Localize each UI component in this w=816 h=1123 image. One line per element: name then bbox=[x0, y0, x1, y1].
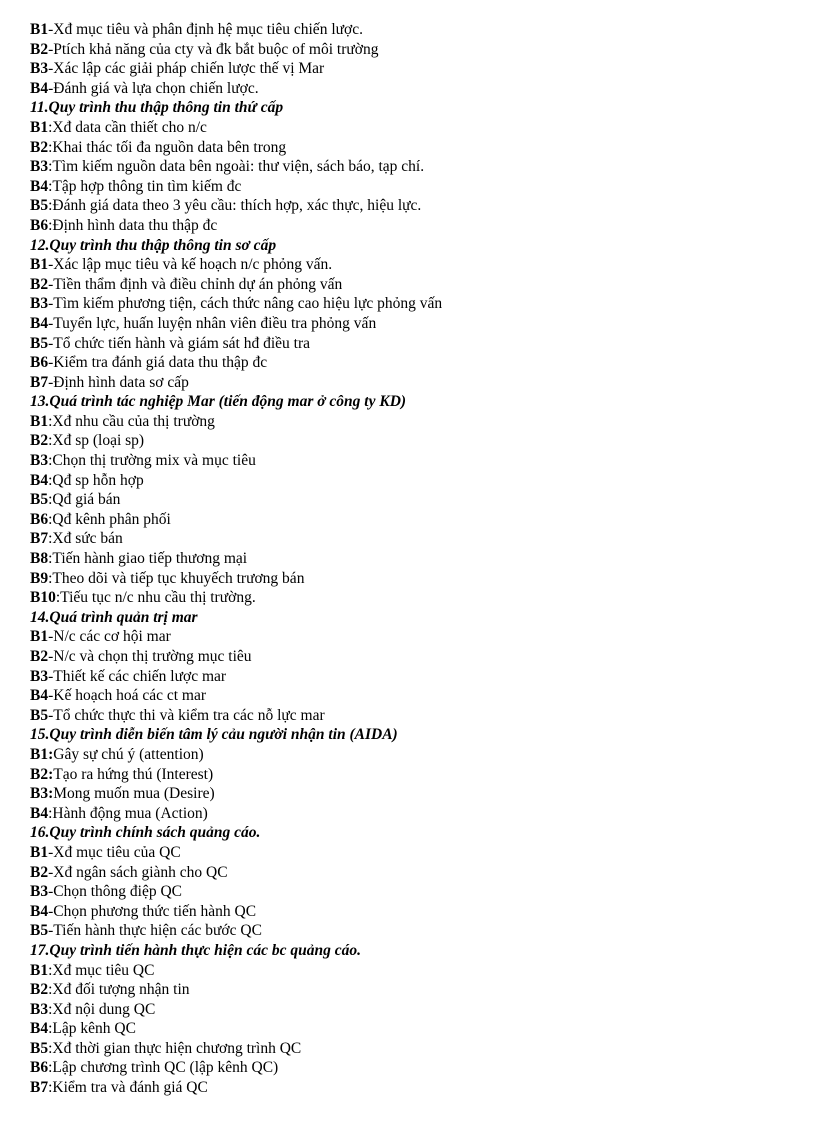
step-line bbox=[30, 686, 800, 706]
step-text: -N/c và chọn thị trường mục tiêu bbox=[48, 648, 252, 665]
step-label: B2 bbox=[30, 275, 49, 293]
step-text: -Tổ chức thực thi và kiểm tra các nỗ lực mar bbox=[48, 706, 325, 724]
step-text: :Định hình data thu thập đc bbox=[48, 216, 218, 234]
step-text: :Tập hợp thông tin tìm kiếm đc bbox=[48, 177, 242, 195]
step-line bbox=[30, 196, 800, 216]
step-label: B2 bbox=[30, 981, 49, 999]
step-text: -Đánh giá và lựa chọn chiến lược. bbox=[48, 79, 259, 97]
step-line bbox=[30, 745, 800, 765]
step-line bbox=[30, 1039, 800, 1059]
step-label: B2 bbox=[30, 138, 49, 156]
step-line bbox=[30, 765, 800, 785]
step-line bbox=[30, 451, 800, 471]
step-text: :Tiến hành giao tiếp thương mại bbox=[48, 550, 248, 568]
step-line bbox=[30, 216, 800, 236]
step-line bbox=[30, 627, 800, 647]
step-text: :Xđ sp (loại sp) bbox=[48, 432, 145, 450]
step-text: -Chọn phương thức tiến hành QC bbox=[48, 902, 257, 920]
section-heading: 14.Quá trình quản trị mar bbox=[30, 608, 198, 626]
step-line bbox=[30, 647, 800, 667]
step-text: -Xác lập các giải pháp chiến lược thế vị Mar bbox=[48, 60, 325, 78]
step-line bbox=[30, 118, 800, 138]
step-label: B4 bbox=[30, 902, 49, 920]
step-label: B8 bbox=[30, 550, 49, 568]
step-label: B5 bbox=[30, 334, 49, 352]
step-line bbox=[30, 20, 800, 40]
step-line bbox=[30, 902, 800, 922]
step-label: B3 bbox=[30, 295, 49, 313]
step-label: B6 bbox=[30, 216, 49, 234]
step-label: B7 bbox=[30, 1079, 49, 1097]
step-text: Gây sự chú ý (attention) bbox=[53, 745, 204, 763]
step-text: :Xđ đối tượng nhận tin bbox=[48, 981, 190, 999]
section-heading: 11.Quy trình thu thập thông tin thứ cấp bbox=[30, 99, 284, 117]
step-label: B6 bbox=[30, 510, 49, 528]
step-label: B5 bbox=[30, 1039, 49, 1057]
step-line bbox=[30, 843, 800, 863]
step-label: B2 bbox=[30, 40, 49, 58]
step-label: B6 bbox=[30, 1059, 49, 1077]
step-text: Tạo ra hứng thú (Interest) bbox=[53, 765, 214, 783]
step-text: -Xác lập mục tiêu và kế hoạch n/c phỏng vấn. bbox=[48, 256, 333, 274]
step-label: B4 bbox=[30, 79, 49, 97]
step-text: -Kiểm tra đánh giá data thu thập đc bbox=[48, 354, 268, 372]
step-label: B10 bbox=[30, 589, 56, 607]
step-text: :Chọn thị trường mix và mục tiêu bbox=[48, 452, 256, 470]
step-text: :Kiểm tra và đánh giá QC bbox=[48, 1079, 208, 1097]
step-line bbox=[30, 314, 800, 334]
step-text: -Định hình data sơ cấp bbox=[48, 373, 189, 391]
step-label: B1 bbox=[30, 412, 49, 430]
step-label: B1 bbox=[30, 21, 49, 38]
step-line bbox=[30, 863, 800, 883]
document-page bbox=[30, 20, 800, 1098]
step-label: B7 bbox=[30, 530, 49, 548]
step-label: B5 bbox=[30, 706, 49, 724]
step-text: :Lập kênh QC bbox=[48, 1020, 136, 1038]
step-line bbox=[30, 1019, 800, 1039]
step-line bbox=[30, 40, 800, 60]
step-line bbox=[30, 569, 800, 589]
step-line bbox=[30, 1058, 800, 1078]
step-text: :Xđ data cần thiết cho n/c bbox=[48, 118, 207, 136]
step-text: :Qđ kênh phân phối bbox=[48, 510, 171, 528]
step-line bbox=[30, 921, 800, 941]
step-text: :Xđ thời gian thực hiện chương trình QC bbox=[48, 1039, 302, 1057]
step-text: -Xđ mục tiêu của QC bbox=[48, 843, 181, 861]
step-text: -Tuyển lực, huấn luyện nhân viên điều tra phỏng vấn bbox=[48, 314, 377, 332]
step-line bbox=[30, 138, 800, 158]
step-line bbox=[30, 334, 800, 354]
step-text: :Theo dõi và tiếp tục khuyếch trương bán bbox=[48, 569, 305, 587]
section-heading: 15.Quy trình diễn biến tâm lý cảu người nhận tin (AIDA) bbox=[30, 726, 398, 744]
step-line bbox=[30, 79, 800, 99]
step-line bbox=[30, 412, 800, 432]
step-line bbox=[30, 490, 800, 510]
step-label: B2 bbox=[30, 863, 49, 881]
step-text: -Xđ mục tiêu và phân định hệ mục tiêu chiến lược. bbox=[48, 21, 363, 38]
step-line bbox=[30, 1078, 800, 1098]
step-label: B4 bbox=[30, 1020, 49, 1038]
step-label: B1 bbox=[30, 961, 49, 979]
step-label: B4 bbox=[30, 804, 49, 822]
step-text: :Đánh giá data theo 3 yêu cầu: thích hợp, xác thực, hiệu lực. bbox=[48, 197, 422, 215]
step-label: B1: bbox=[30, 745, 54, 763]
step-label: B3 bbox=[30, 60, 49, 78]
step-text: Mong muốn mua (Desire) bbox=[53, 785, 215, 803]
step-label: B1 bbox=[30, 843, 49, 861]
step-line bbox=[30, 588, 800, 608]
step-label: B5 bbox=[30, 197, 49, 215]
step-label: B5 bbox=[30, 922, 49, 940]
step-line bbox=[30, 706, 800, 726]
step-text: :Qđ giá bán bbox=[48, 491, 121, 509]
step-text: -Ptích khả năng của cty và đk bắt buộc of môi trường bbox=[48, 40, 379, 58]
step-label: B2 bbox=[30, 432, 49, 450]
step-label: B3 bbox=[30, 667, 49, 685]
step-text: -Tổ chức tiến hành và giám sát hđ điều tra bbox=[48, 334, 311, 352]
step-label: B2 bbox=[30, 648, 49, 665]
step-label: B4 bbox=[30, 687, 49, 705]
step-label: B3 bbox=[30, 158, 49, 176]
step-text: :Qđ sp hỗn hợp bbox=[48, 471, 144, 489]
step-line bbox=[30, 549, 800, 569]
step-text: -Tiền thẩm định và điều chỉnh dự án phỏng vấn bbox=[48, 275, 343, 293]
step-line bbox=[30, 529, 800, 549]
step-label: B6 bbox=[30, 354, 49, 372]
step-line bbox=[30, 373, 800, 393]
step-text: :Xđ sức bán bbox=[48, 530, 123, 548]
step-label: B3: bbox=[30, 785, 54, 803]
step-line bbox=[30, 667, 800, 687]
step-label: B3 bbox=[30, 883, 49, 901]
step-text: :Hành động mua (Action) bbox=[48, 804, 208, 822]
step-text: -Thiết kế các chiến lược mar bbox=[48, 667, 227, 685]
step-line bbox=[30, 275, 800, 295]
step-label: B3 bbox=[30, 1000, 49, 1018]
step-label: B1 bbox=[30, 256, 49, 274]
step-text: -Kế hoạch hoá các ct mar bbox=[48, 687, 207, 705]
section-heading: 16.Quy trình chính sách quảng cáo. bbox=[30, 824, 261, 842]
step-line bbox=[30, 471, 800, 491]
step-text: -Chọn thông điệp QC bbox=[48, 883, 182, 901]
step-line bbox=[30, 294, 800, 314]
section-heading: 12.Quy trình thu thập thông tin sơ cấp bbox=[30, 236, 277, 254]
step-label: B1 bbox=[30, 118, 49, 136]
step-line bbox=[30, 980, 800, 1000]
step-label: B3 bbox=[30, 452, 49, 470]
step-label: B4 bbox=[30, 177, 49, 195]
step-line bbox=[30, 882, 800, 902]
step-text: :Khai thác tối đa nguồn data bên trong bbox=[48, 138, 287, 156]
step-text: -Tìm kiếm phương tiện, cách thức nâng cao hiệu lực phỏng vấn bbox=[48, 295, 443, 313]
step-line bbox=[30, 353, 800, 373]
step-label: B4 bbox=[30, 314, 49, 332]
step-line bbox=[30, 177, 800, 197]
step-label: B7 bbox=[30, 373, 49, 391]
step-line bbox=[30, 59, 800, 79]
section-heading: 17.Quy trình tiến hành thực hiện các bc quảng cáo. bbox=[30, 941, 361, 959]
step-label: B4 bbox=[30, 471, 49, 489]
section-heading: 13.Quá trình tác nghiệp Mar (tiến động mar ở công ty KD) bbox=[30, 393, 407, 411]
step-line bbox=[30, 255, 800, 275]
step-line bbox=[30, 431, 800, 451]
step-text: :Xđ nhu cầu của thị trường bbox=[48, 412, 215, 430]
step-label: B2: bbox=[30, 765, 54, 783]
step-label: B1 bbox=[30, 628, 49, 646]
step-text: -Tiến hành thực hiện các bước QC bbox=[48, 922, 262, 940]
step-line bbox=[30, 510, 800, 530]
step-line bbox=[30, 784, 800, 804]
step-text: :Tìm kiếm nguồn data bên ngoài: thư viện, sách báo, tạp chí. bbox=[48, 158, 425, 176]
step-line bbox=[30, 961, 800, 981]
step-line bbox=[30, 157, 800, 177]
step-label: B5 bbox=[30, 491, 49, 509]
step-text: -N/c các cơ hội mar bbox=[48, 628, 171, 646]
step-text: :Lập chương trình QC (lập kênh QC) bbox=[48, 1059, 279, 1077]
step-line bbox=[30, 804, 800, 824]
step-text: :Xđ mục tiêu QC bbox=[48, 961, 155, 979]
step-text: -Xđ ngân sách giành cho QC bbox=[48, 863, 228, 881]
step-text: :Xđ nội dung QC bbox=[48, 1000, 156, 1018]
step-label: B9 bbox=[30, 569, 49, 587]
step-line bbox=[30, 1000, 800, 1020]
step-text: :Tiếu tục n/c nhu cầu thị trường. bbox=[55, 589, 256, 607]
